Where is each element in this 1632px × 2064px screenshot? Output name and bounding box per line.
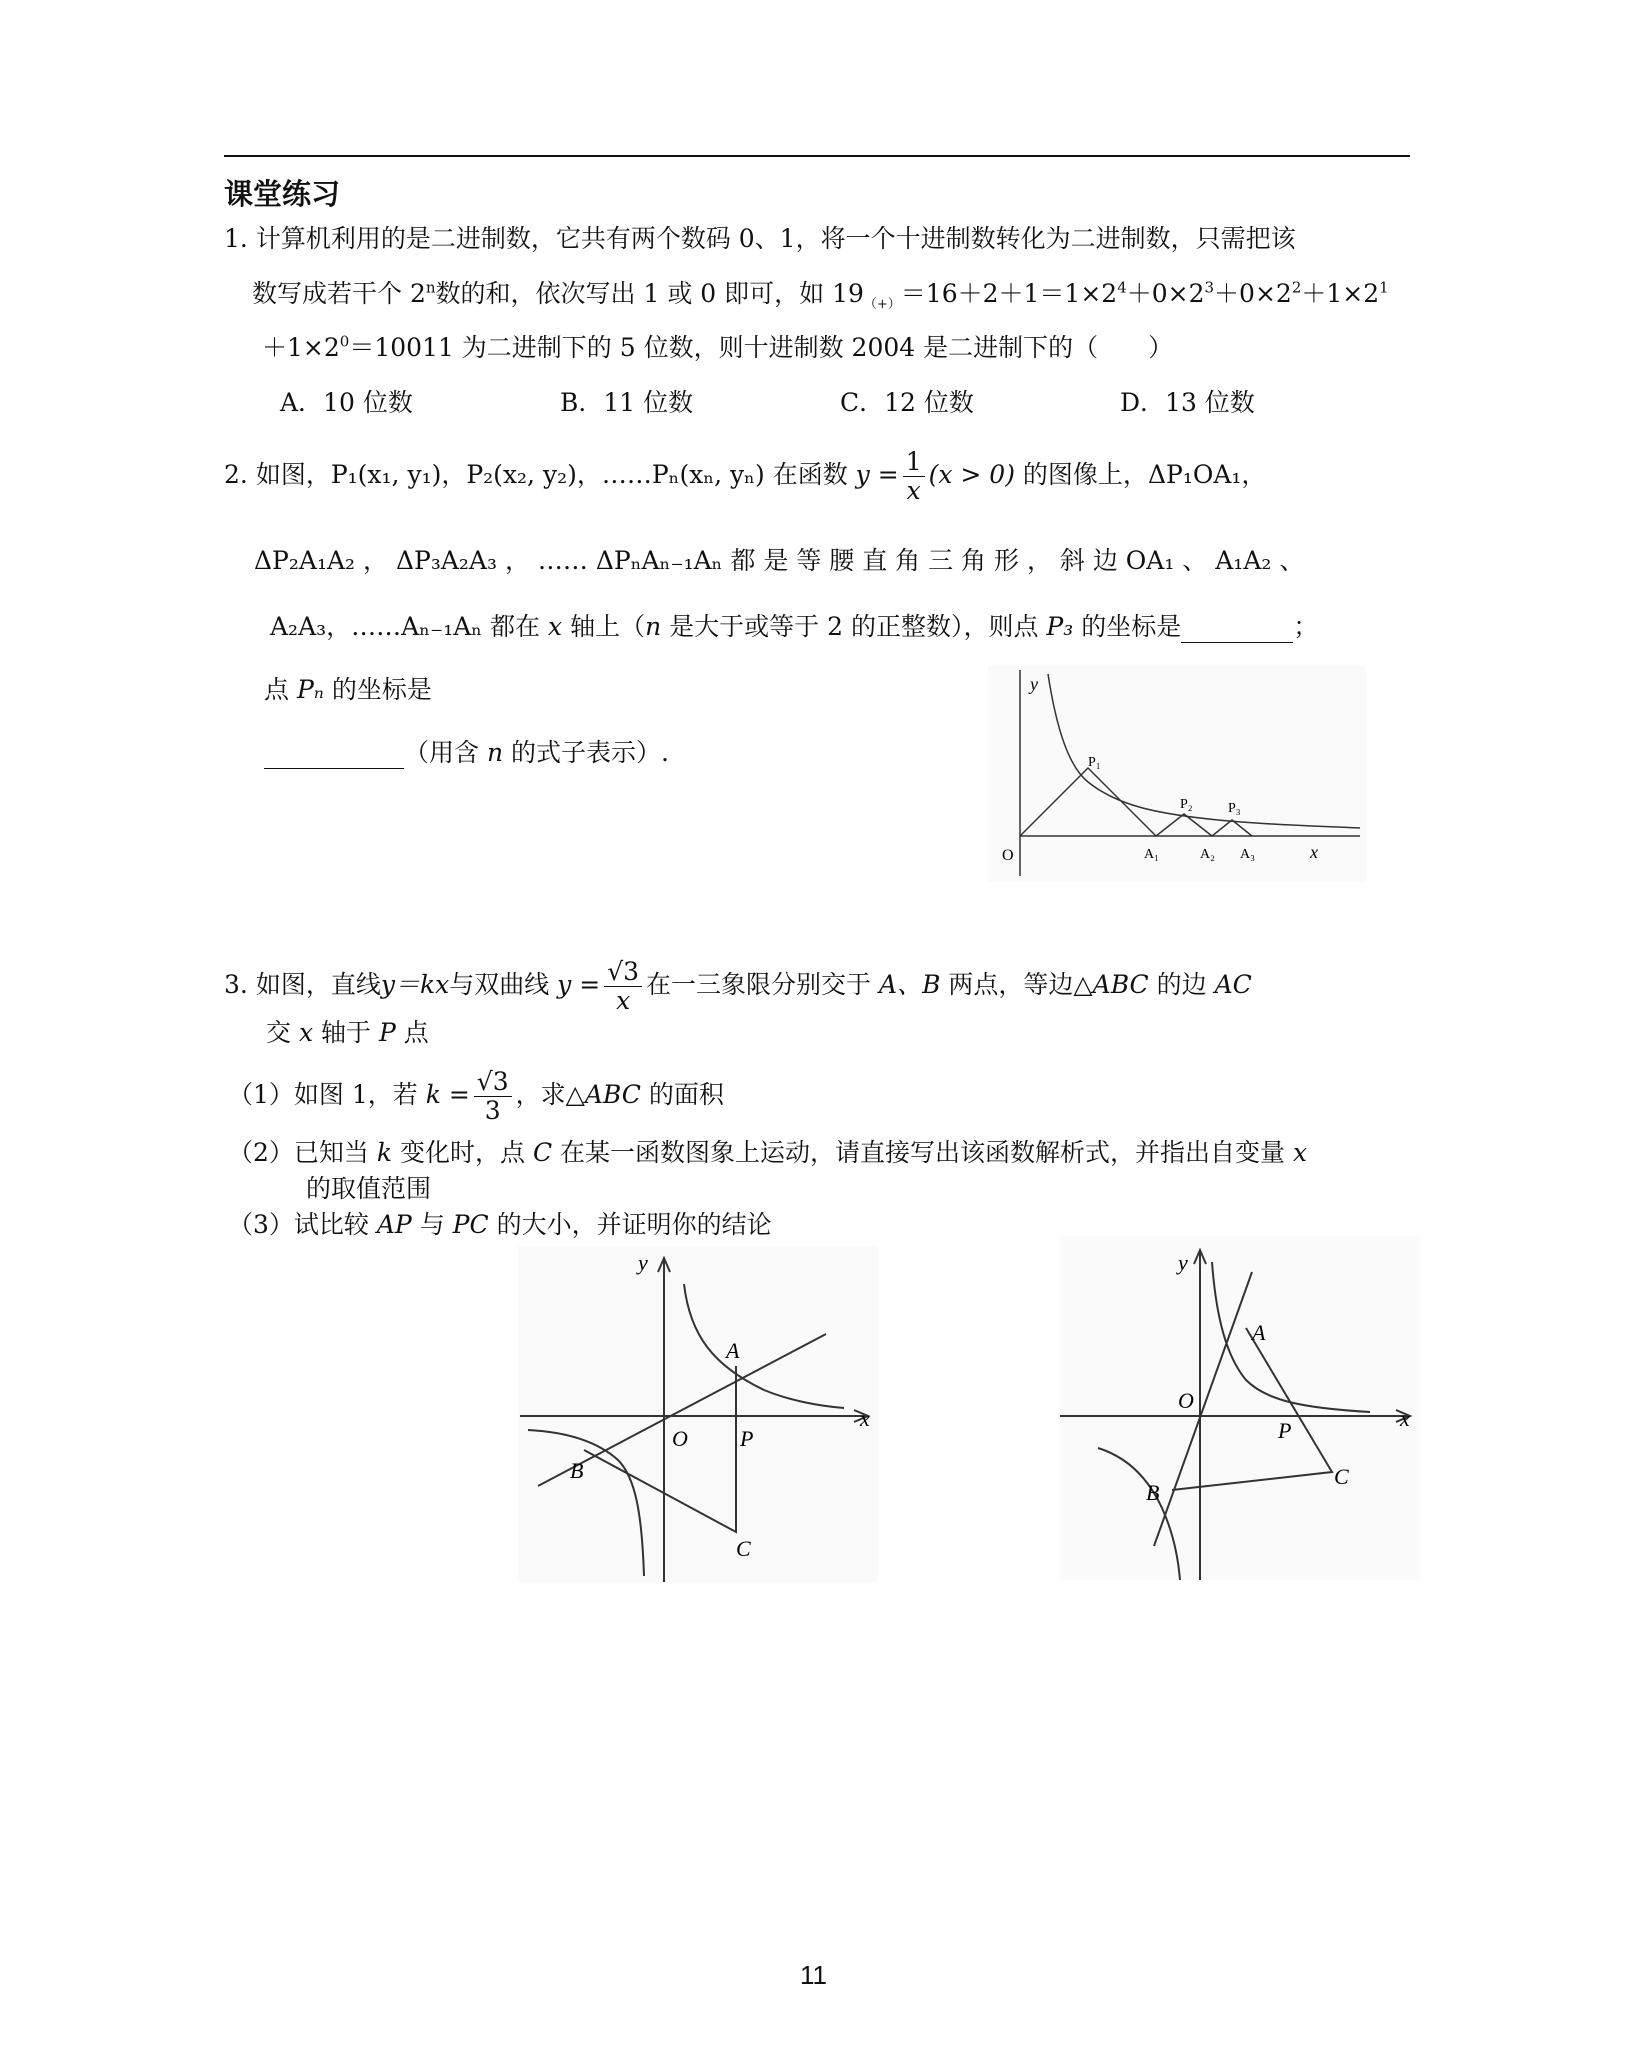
- q3-l1-abc: ABC: [1092, 970, 1149, 999]
- q1-text-1: 计算机利用的是二进制数，它共有两个数码 0、1，将一个十进制数转化为二进制数，只需把该: [255, 224, 1296, 253]
- q3-s3-a: （3）试比较: [228, 1210, 369, 1239]
- q3-l2-p: P: [379, 1018, 396, 1047]
- q3-s1-abc: ABC: [584, 1080, 641, 1109]
- q1-option-a: A．10 位数: [280, 388, 413, 417]
- q3-s1-k: k =: [425, 1080, 470, 1109]
- q3-fig2-c: C: [1334, 1464, 1349, 1489]
- q1-option-b: B．11 位数: [560, 388, 694, 417]
- q3-fig2-a: A: [1252, 1320, 1266, 1345]
- q3-frac-num: √3: [604, 958, 642, 987]
- q3-s1-fraction: [474, 1068, 512, 1125]
- q3-fig2-y: y: [1178, 1250, 1188, 1275]
- q3-fig2-bg: [1060, 1236, 1420, 1580]
- q3-s3-b: 与: [419, 1210, 445, 1239]
- q1-sub: （+）: [863, 297, 901, 312]
- q3-fraction: [604, 958, 642, 1015]
- q3-s1-a: （1）如图 1，若: [228, 1080, 418, 1109]
- q3-fig1-b: B: [570, 1458, 584, 1483]
- q2-fig-y: y: [1030, 674, 1038, 694]
- q1-option-d: D．13 位数: [1120, 388, 1255, 417]
- q3-sub1: [228, 1068, 724, 1125]
- q3-fig1-o: O: [672, 1426, 688, 1451]
- q2-domain: (x > 0): [928, 460, 1015, 489]
- q3-s1-frac-num: √3: [474, 1068, 512, 1097]
- q3-l2-a: 交: [266, 1018, 292, 1047]
- q3-l1-y: y =: [557, 970, 601, 999]
- q3-l1-a: 如图，直线: [255, 970, 381, 999]
- q3-s2-b: 变化时，点: [399, 1138, 525, 1167]
- q2-line4: [264, 675, 432, 705]
- section-title: 课堂练习: [224, 177, 341, 211]
- q2-fig-a1: A₁: [1144, 847, 1159, 862]
- q3-l1-b: 与双曲线: [449, 970, 550, 999]
- q3-sub3: [228, 1210, 772, 1240]
- q1-l3-b: ＝10011 为二进制下的 5 位数，则十进制数 2004 是二进制下的（ ）: [349, 333, 1174, 362]
- q2-l3-p3: P₃: [1046, 612, 1074, 641]
- q3-s2-c-point: C: [532, 1138, 553, 1167]
- q2-p1: P₁(x₁, y₁)，: [330, 460, 467, 489]
- q3-fig2-o: O: [1178, 1388, 1194, 1413]
- q3-s2-k: k: [376, 1138, 393, 1167]
- q1-exp-1: 1: [1379, 278, 1389, 297]
- q3-number: 3.: [224, 970, 248, 999]
- q3-l2-b: 轴于: [321, 1018, 372, 1047]
- q1-exp-0: 0: [339, 332, 350, 351]
- q2-fig-o: O: [1002, 847, 1014, 864]
- q1-number: 1.: [224, 224, 248, 253]
- q1-l2-b: 数的和，依次写出 1 或 0 即可，如 19: [435, 279, 864, 308]
- q2-line3: [270, 612, 1318, 643]
- q2-l3-c: 是大于或等于 2 的正整数），则点: [669, 612, 1039, 641]
- page-number: 11: [800, 1960, 827, 1990]
- q1-line1: [224, 224, 1296, 254]
- q3-l1-c: 在一三象限分别交于: [646, 970, 872, 999]
- q2-l5-b: 的式子表示）.: [511, 738, 669, 767]
- q2-frac-num: 1: [903, 448, 925, 477]
- q3-s1-frac-den: 3: [484, 1096, 501, 1125]
- q2-l3-d: 的坐标是: [1081, 612, 1182, 641]
- q3-fig1-x: x: [860, 1406, 870, 1431]
- q3-fig1-p: P: [740, 1426, 754, 1451]
- q1-option-c: C．12 位数: [840, 388, 974, 417]
- q3-s2-a: （2）已知当: [228, 1138, 369, 1167]
- q1-exp-3: 3: [1204, 278, 1215, 297]
- q1-l3-a: ＋1×2: [262, 333, 340, 362]
- q2-after-func: 的图像上，: [1022, 460, 1148, 489]
- q2-frac-den: x: [906, 476, 921, 505]
- q2-pn: ……Pₙ(xₙ, yₙ): [601, 460, 765, 489]
- q2-l3-x: x: [548, 612, 563, 641]
- q2-line2: ΔP₂A₁A₂ ， ΔP₃A₂A₃ ， …… ΔPₙAₙ₋₁Aₙ 都 是 等 腰 直 角 三 角 形 ， 斜 边 OA₁ 、 A₁A₂ 、: [254, 546, 1305, 575]
- q2-number: 2.: [224, 460, 248, 489]
- q2-intro: 如图，: [255, 460, 331, 489]
- q3-s2-x: x: [1293, 1138, 1308, 1167]
- q2-line1: [224, 448, 1266, 505]
- q3-l2-c: 点: [403, 1018, 429, 1047]
- q2-l5-a: （用含: [404, 738, 480, 767]
- q2-l5-n: n: [486, 738, 504, 767]
- q3-line2: [266, 1018, 429, 1048]
- q3-l1-e: 的边: [1156, 970, 1207, 999]
- q2-answer-blank-2[interactable]: [264, 738, 404, 769]
- q3-fig2-p: P: [1278, 1418, 1292, 1443]
- q3-frac-den: x: [616, 986, 631, 1015]
- q2-l4-b: 的坐标是: [331, 675, 432, 704]
- q2-fig-p3: P₃: [1228, 801, 1241, 816]
- q3-fig1-a: A: [726, 1338, 740, 1363]
- q3-l1-ac: AC: [1214, 970, 1252, 999]
- q1-l2-g: ＋1×2: [1301, 279, 1380, 308]
- q3-s1-c: 的面积: [648, 1080, 724, 1109]
- header-rule: [224, 155, 1410, 157]
- q2-y-eq: y =: [855, 460, 899, 489]
- q3-fig1-c: C: [736, 1536, 751, 1561]
- q3-l1-eq: y＝kx: [380, 970, 450, 999]
- q1-l2-a: 数写成若干个 2: [252, 279, 426, 308]
- q1-l2-f: ＋0×2: [1214, 279, 1292, 308]
- q2-fig-a2: A₂: [1200, 847, 1215, 862]
- q3-figure-2: [1060, 1236, 1420, 1580]
- q3-line1: [224, 958, 1252, 1015]
- q2-l3-n: n: [645, 612, 662, 641]
- q3-s2-c: 在某一函数图象上运动，请直接写出该函数解析式，并指出自变量: [560, 1138, 1286, 1167]
- q2-l3-a: A₂A₃，……Aₙ₋₁Aₙ 都在: [270, 612, 541, 641]
- q3-s3-pc: PC: [452, 1210, 489, 1239]
- q3-fig2-x: x: [1400, 1406, 1410, 1431]
- q2-l4-a: 点: [264, 675, 290, 704]
- q1-exp-n: n: [425, 278, 436, 297]
- q2-figure: [988, 666, 1366, 882]
- q3-s3-ap: AP: [376, 1210, 412, 1239]
- q3-figure-1: [518, 1246, 878, 1582]
- q3-l2-x: x: [298, 1018, 314, 1047]
- q1-l2-c: ＝16＋2＋1＝1×2: [900, 279, 1118, 308]
- q1-line3: [262, 333, 1173, 363]
- q2-p2: P₂(x₂, y₂)，: [466, 460, 602, 489]
- q2-fig-x: x: [1310, 842, 1318, 862]
- q3-s1-b: ，求△: [515, 1080, 585, 1109]
- q3-l1-ab: A、B: [879, 970, 941, 999]
- q2-line5: [264, 738, 669, 769]
- q1-l2-d: ＋0×2: [1126, 279, 1205, 308]
- q3-fig2-b: B: [1146, 1480, 1160, 1505]
- q2-tri1: ΔP₁OA₁，: [1147, 460, 1267, 489]
- q3-l1-d: 两点，等边△: [948, 970, 1093, 999]
- q1-exp-2: 2: [1291, 278, 1302, 297]
- q2-fig-p1: P₁: [1088, 755, 1101, 770]
- q1-line2: [252, 278, 1389, 312]
- q3-s3-c: 的大小，并证明你的结论: [496, 1210, 772, 1239]
- q3-fig1-y: y: [638, 1250, 648, 1275]
- q1-exp-4: 4: [1117, 278, 1127, 297]
- q2-l3-end: ；: [1293, 612, 1319, 641]
- q2-l4-pn: Pₙ: [296, 675, 324, 704]
- q3-sub2: [228, 1138, 1307, 1168]
- q2-on-func: 在函数: [772, 460, 848, 489]
- q3-sub2-line2: 的取值范围: [306, 1174, 432, 1203]
- q3-fig1-bg: [518, 1246, 878, 1582]
- q2-fig-a3: A₃: [1240, 847, 1255, 862]
- q2-fraction: [903, 448, 925, 505]
- q2-fig-p2: P₂: [1180, 797, 1193, 812]
- q2-answer-blank-1[interactable]: [1181, 612, 1293, 643]
- q2-l3-b: 轴上（: [570, 612, 646, 641]
